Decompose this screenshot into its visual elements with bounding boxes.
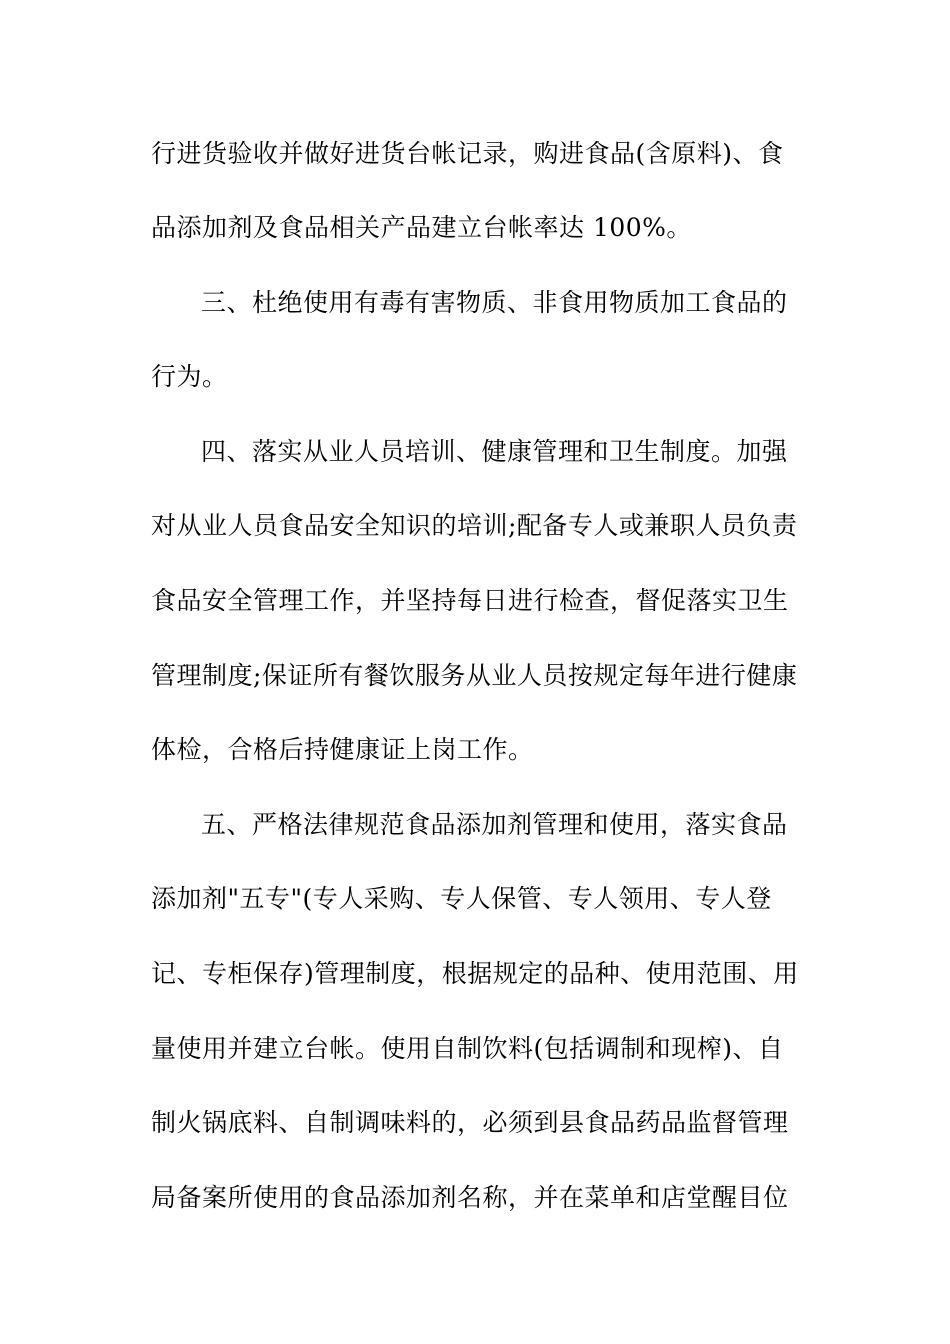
text-line: 食品安全管理工作，并坚持每日进行检查，督促落实卫生 bbox=[151, 586, 789, 615]
paragraph-four-heading-line: 四、落实从业人员培训、健康管理和卫生制度。加强 bbox=[201, 437, 788, 466]
text-line: 管理制度;保证所有餐饮服务从业人员按规定每年进行健康 bbox=[151, 661, 798, 690]
paragraph-three-heading-line: 三、杜绝使用有毒有害物质、非食用物质加工食品的 bbox=[201, 288, 788, 317]
paragraph-five-heading-line: 五、严格法律规范食品添加剂管理和使用，落实食品 bbox=[201, 810, 788, 839]
text-line: 行进货验收并做好进货台帐记录，购进食品(含原料)、食 bbox=[151, 139, 784, 168]
text-line: 对从业人员食品安全知识的培训;配备专人或兼职人员负责 bbox=[151, 511, 798, 540]
text-line: 品添加剂及食品相关产品建立台帐率达 100%。 bbox=[151, 213, 692, 242]
text-line: 局备案所使用的食品添加剂名称，并在菜单和店堂醒目位 bbox=[151, 1183, 789, 1212]
text-line: 行为。 bbox=[151, 362, 228, 391]
text-line: 添加剂"五专"(专人采购、专人保管、专人领用、专人登 bbox=[151, 884, 772, 913]
text-line: 制火锅底料、自制调味料的，必须到县食品药品监督管理 bbox=[151, 1108, 789, 1137]
text-line: 量使用并建立台帐。使用自制饮料(包括调制和现榨)、自 bbox=[151, 1034, 784, 1063]
text-line: 体检，合格后持健康证上岗工作。 bbox=[151, 735, 534, 764]
text-line: 记、专柜保存)管理制度，根据规定的品种、使用范围、用 bbox=[151, 959, 799, 988]
